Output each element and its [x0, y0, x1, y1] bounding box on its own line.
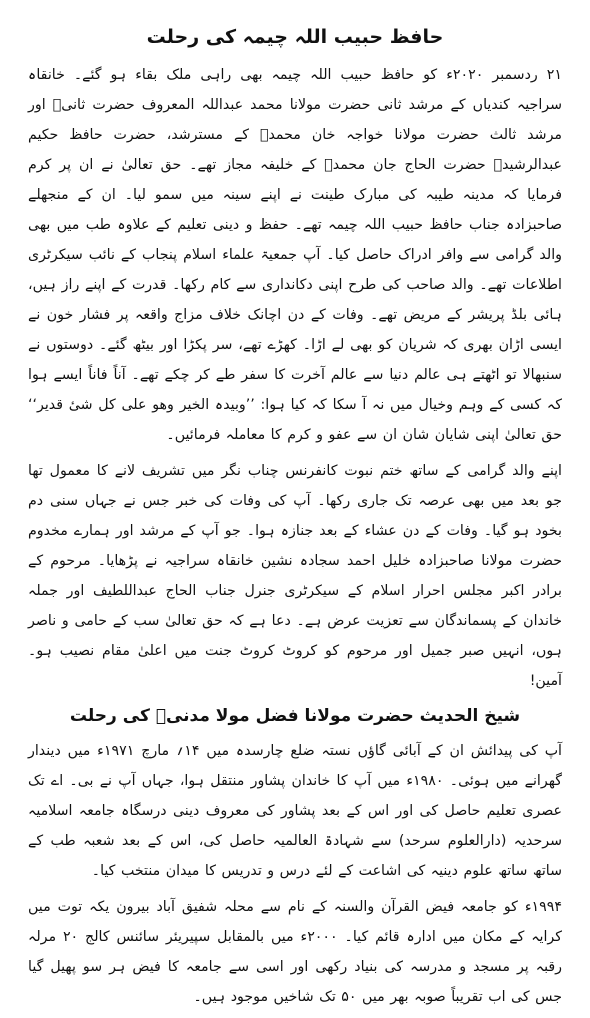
- article-title: شیخ الحدیث حضرت مولانا فضل مولا مدنیؒ کی رحلت: [69, 706, 521, 726]
- article-title: حافظ حبیب اللہ چیمہ کی رحلت: [146, 26, 444, 48]
- document-page: [28, 22, 562, 1018]
- article-paragraph: اپنے والد گرامی کے ساتھ ختم نبوت کانفرنس چناب نگر میں تشریف لانے کا معمول تھا جو بعد میں بھی عرصہ تک جاری رکھا۔ آپ کی وفات کی خبر جس نے جہاں سنی دم بخود ہو گیا۔ وفات کے دن عشاء کے بعد جنازہ ہوا۔ جو آپ کے مرشد اور ہمارے مخدوم حضرت مولانا صاحبزادہ خلیل احمد سجادہ نشین خانقاہ سراجیہ نے پڑھایا۔ مرحوم کے برادر اکبر مجلس احرار اسلام کے سیکرٹری جنرل جناب الحاج عبداللطیف اور جملہ خاندان کے پسماندگان سے تعزیت عرض ہے۔ دعا ہے کہ حق تعالیٰ سب کے حامی و ناصر ہوں، انہیں صبر جمیل اور مرحوم کو کروٹ کروٹ جنت میں اعلیٰ مقام نصیب ہو۔ آمین!: [28, 463, 562, 689]
- article-paragraph: آپ کی پیدائش ان کے آبائی گاؤں نستہ ضلع چارسدہ میں ۱۴؍ مارچ ۱۹۷۱ء میں دیندار گھرانے میں ہوئی۔ ۱۹۸۰ء میں آپ کا خاندان پشاور منتقل ہوا، جہاں آپ نے بی۔ اے تک عصری تعلیم حاصل کی اور اس کے بعد پشاور کی معروف دینی درسگاہ جامعہ اسلامیہ سرحدیہ (دارالعلوم سرحد) سے شہادۃ العالمیہ حاصل کی، اس کے بعد شعبہ طب کے ساتھ ساتھ علوم دینیہ کی اشاعت کے لئے درس و تدریس کا میدان منتخب کیا۔: [28, 743, 562, 879]
- article-paragraph: ۱۹۹۴ء کو جامعہ فیض القرآن والسنہ کے نام سے محلہ شفیق آباد بیرون یکہ توت میں کرایہ کے مکان میں ادارہ قائم کیا۔ ۲۰۰۰ء میں بالمقابل سپیریئر سائنس کالج ۲۰ مرلہ رقبہ پر مسجد و مدرسہ کی بنیاد رکھی اور اسی سے جامعہ کا فیض ہر سو پھیل گیا جس کی اب تقریباً صوبہ بھر میں ۵۰ تک شاخیں موجود ہیں۔: [28, 899, 563, 1005]
- article-paragraph: ۲۱ ردسمبر ۲۰۲۰ء کو حافظ حبیب اللہ چیمہ بھی راہی ملک بقاء ہو گئے۔ خانقاہ سراجیہ کندیاں کے مرشد ثانی حضرت مولانا محمد عبداللہ المعروف حضرت ثانیؒ اور مرشد ثالث حضرت مولانا خواجہ خان محمدؒ کے مسترشد، حضرت حافظ حکیم عبدالرشیدؒ حضرت الحاج جان محمدؒ کے خلیفہ مجاز تھے۔ حق تعالیٰ نے ان پر کرم فرمایا کہ مدینہ طیبہ کی مبارک طینت نے اپنے سینہ میں سمو لیا۔ ان کے منجھلے صاحبزادہ جناب حافظ حبیب اللہ چیمہ تھے۔ حفظ و دینی تعلیم کے علاوہ طب میں بھی والد گرامی سے وافر ادراک حاصل کیا۔ آپ جمعیۃ علماء اسلام پنجاب کے نائب سیکرٹری اطلاعات تھے۔ والد صاحب کی طرح اپنی دکانداری سے کام رکھا۔ قدرت کے اپنے راز ہیں، ہائی بلڈ پریشر کے مریض تھے۔ وفات کے دن اچانک خلاف مزاج واقعہ پر فشار خون نے ایسی اڑان بھری کہ شریان کو بھی لے اڑا۔ کھڑے تھے، سر پکڑا اور بیٹھ گئے۔ دوستوں نے سنبھالا تو اٹھتے ہی عالم دنیا سے عالم آخرت کا سفر طے کر چکے تھے۔ آناً فاناً ایسے ہوا کہ کسی کے وہم وخیال میں نہ آ سکا کہ کیا ہوا: ’’وبیدہ الخیر وھو علی کل شیٔ قدیر‘‘ حق تعالیٰ اپنی شایان شان ان سے عفو و کرم کا معاملہ فرمائیں۔: [28, 67, 563, 443]
